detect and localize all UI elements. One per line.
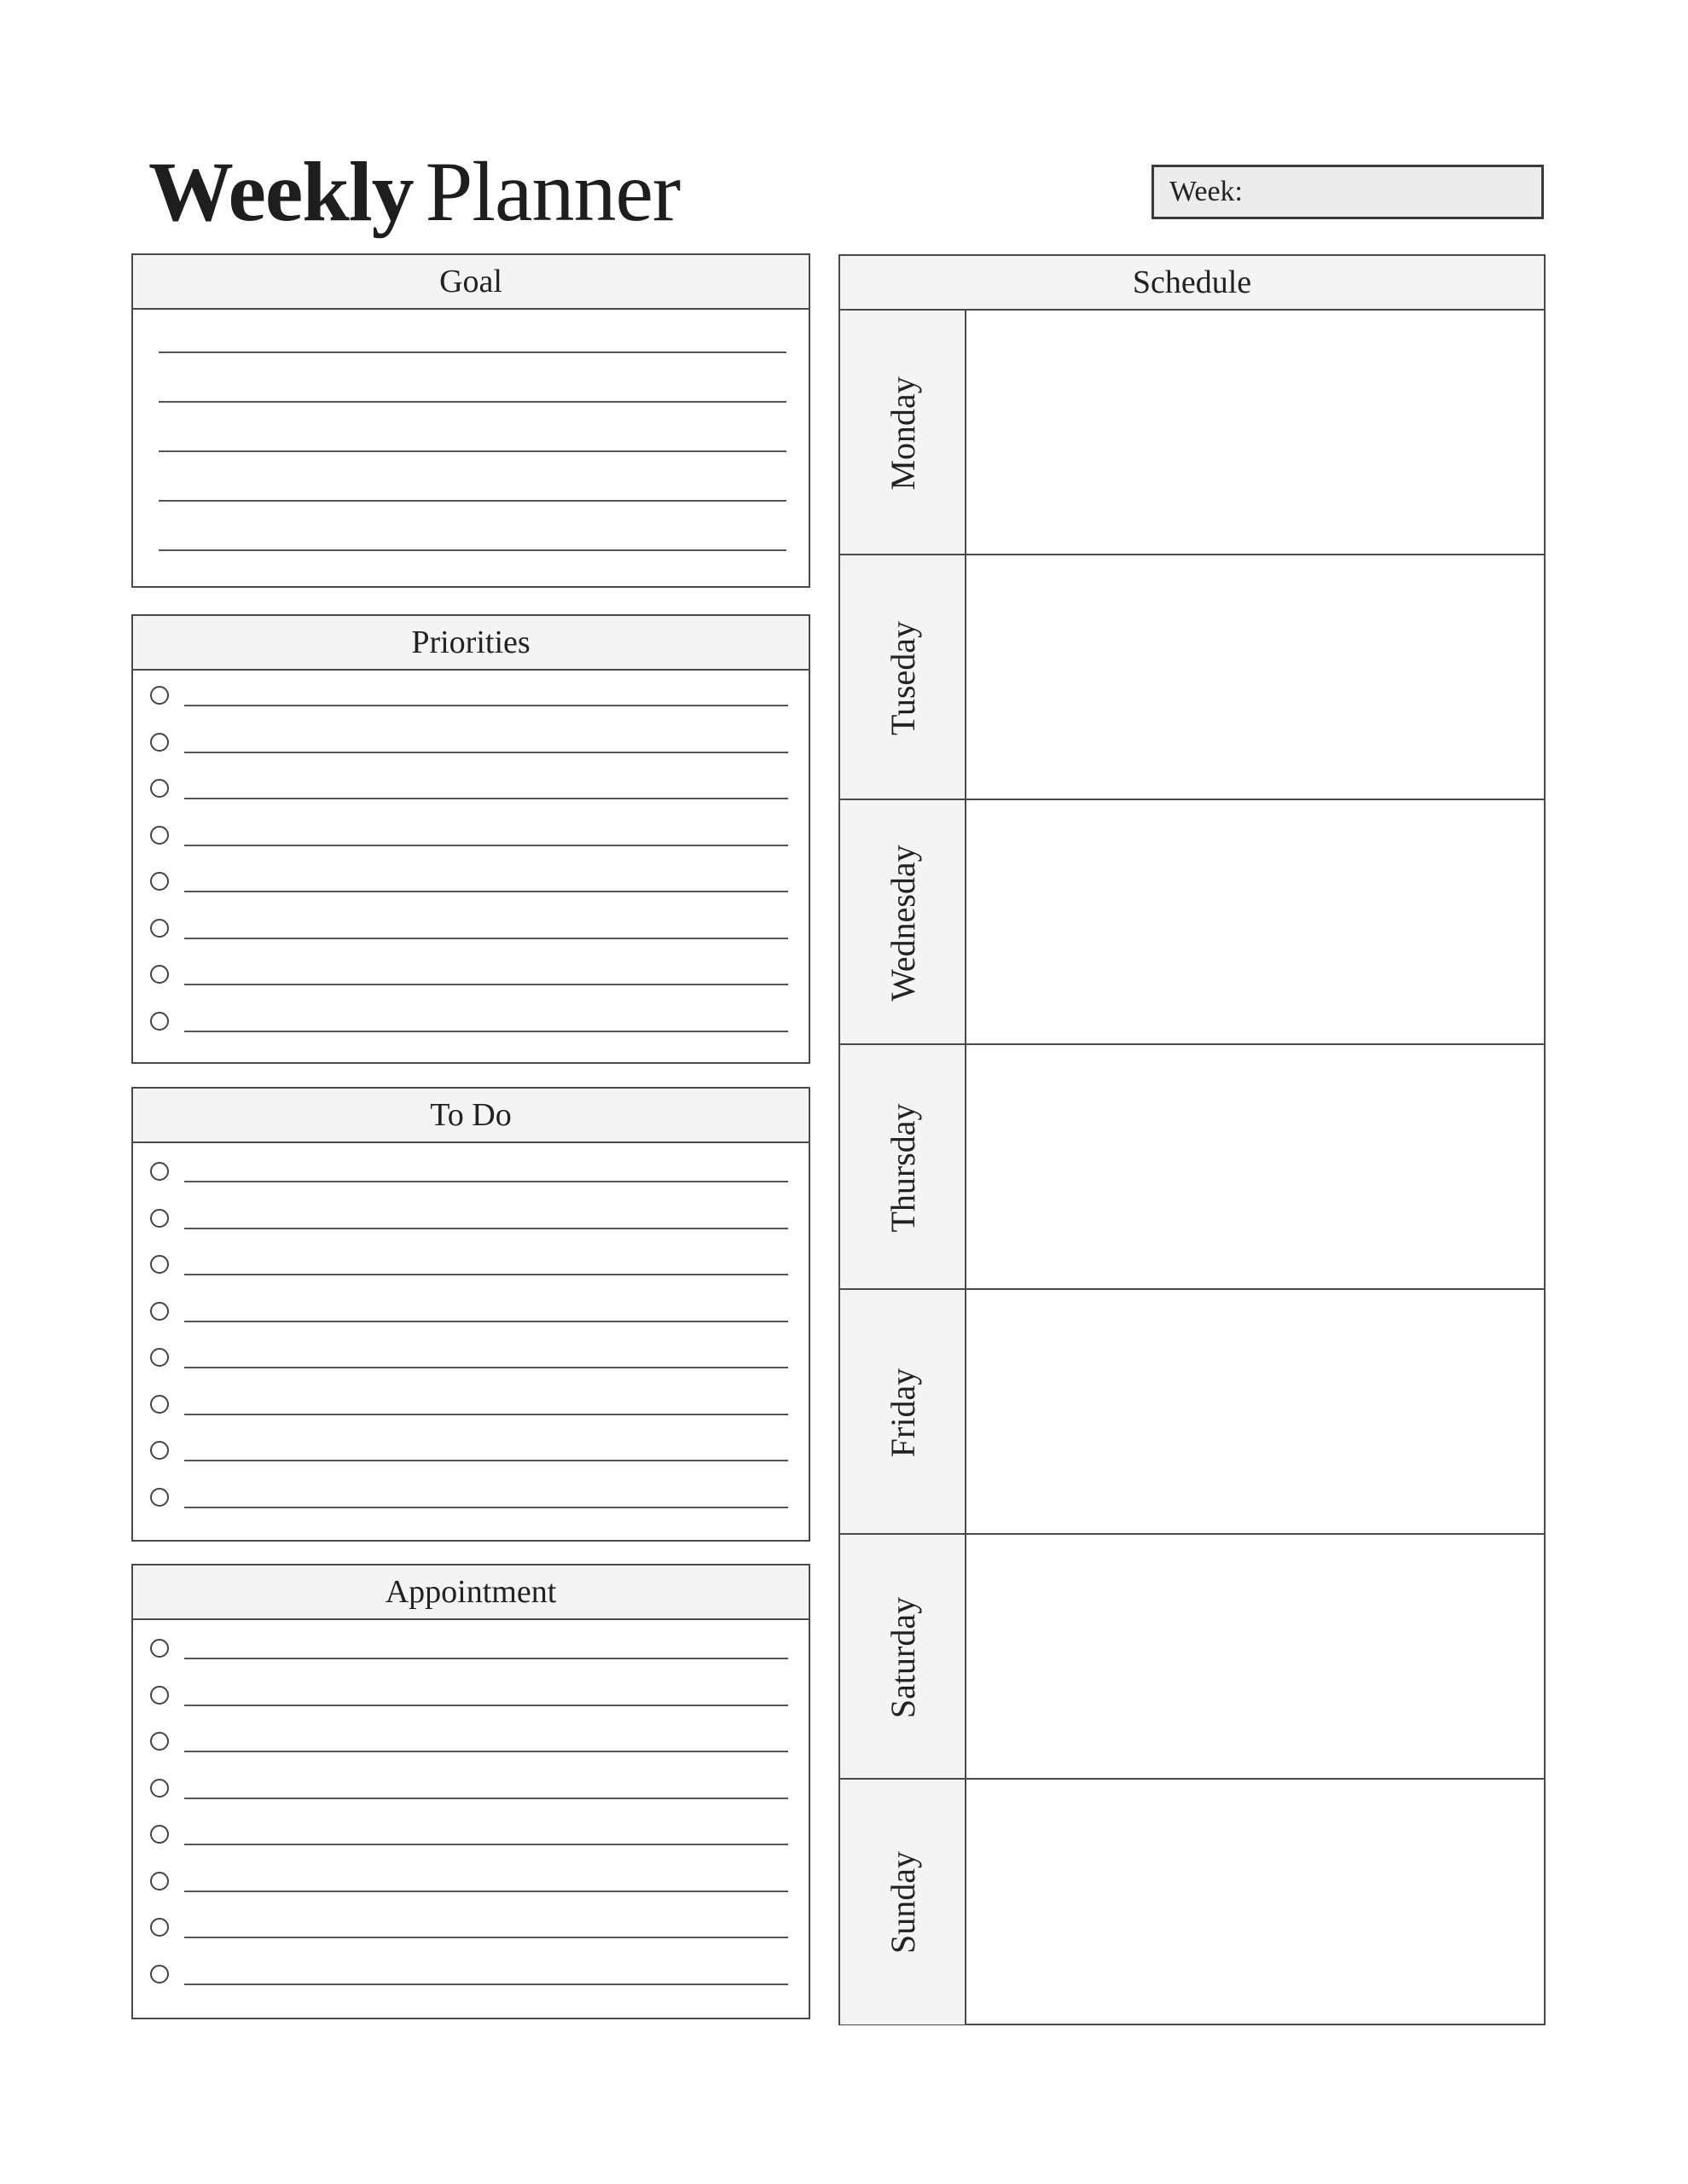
appointment-line[interactable] <box>184 1751 788 1752</box>
goal-line[interactable] <box>159 549 786 551</box>
priority-checkbox[interactable] <box>150 826 169 845</box>
appointment-checkbox[interactable] <box>150 1825 169 1844</box>
todo-line[interactable] <box>184 1460 788 1461</box>
day-label-cell <box>840 1535 966 1778</box>
priority-line[interactable] <box>184 1031 788 1032</box>
appointment-panel <box>131 1564 810 2019</box>
day-label-cell <box>840 1045 966 1288</box>
todo-line[interactable] <box>184 1274 788 1275</box>
priority-line[interactable] <box>184 752 788 753</box>
day-label-cell <box>840 555 966 799</box>
schedule-row-4 <box>840 1290 1544 1535</box>
goal-header: Goal <box>133 255 809 310</box>
todo-line[interactable] <box>184 1507 788 1508</box>
day-label: Sunday <box>884 1850 922 1954</box>
schedule-row-5 <box>840 1535 1544 1780</box>
day-label-cell <box>840 311 966 554</box>
priority-checkbox[interactable] <box>150 1012 169 1031</box>
schedule-row-1 <box>840 555 1544 800</box>
schedule-panel <box>838 254 1546 2025</box>
appointment-checkbox[interactable] <box>150 1779 169 1798</box>
goal-line[interactable] <box>159 500 786 502</box>
appointment-line[interactable] <box>184 1658 788 1659</box>
appointment-line[interactable] <box>184 1705 788 1706</box>
day-notes-area[interactable] <box>966 555 1544 799</box>
week-label: Week: <box>1169 176 1243 207</box>
week-field[interactable] <box>1151 165 1544 219</box>
appointment-line[interactable] <box>184 1984 788 1985</box>
priorities-header: Priorities <box>133 616 809 671</box>
day-label: Monday <box>884 375 922 491</box>
priority-line[interactable] <box>184 798 788 799</box>
day-notes-area[interactable] <box>966 1780 1544 2024</box>
day-notes-area[interactable] <box>966 1290 1544 1533</box>
day-label: Friday <box>884 1368 922 1457</box>
day-notes-area[interactable] <box>966 1045 1544 1288</box>
priority-checkbox[interactable] <box>150 919 169 938</box>
day-label-cell <box>840 1290 966 1533</box>
todo-checkbox[interactable] <box>150 1348 169 1367</box>
appointment-checkbox[interactable] <box>150 1872 169 1891</box>
title-weekly: Weekly <box>148 144 414 239</box>
schedule-row-2 <box>840 800 1544 1045</box>
goal-line[interactable] <box>159 351 786 353</box>
todo-checkbox[interactable] <box>150 1255 169 1274</box>
todo-checkbox[interactable] <box>150 1162 169 1181</box>
todo-header: To Do <box>133 1089 809 1143</box>
appointment-header: Appointment <box>133 1565 809 1620</box>
appointment-checkbox[interactable] <box>150 1965 169 1984</box>
day-label: Thursday <box>884 1102 922 1233</box>
todo-line[interactable] <box>184 1181 788 1182</box>
priorities-panel <box>131 614 810 1064</box>
schedule-header: Schedule <box>840 256 1544 311</box>
schedule-row-6 <box>840 1780 1544 2024</box>
appointment-line[interactable] <box>184 1937 788 1938</box>
appointment-line[interactable] <box>184 1798 788 1799</box>
todo-checkbox[interactable] <box>150 1302 169 1321</box>
goal-line[interactable] <box>159 450 786 452</box>
appointment-line[interactable] <box>184 1844 788 1845</box>
appointment-checkbox[interactable] <box>150 1918 169 1937</box>
day-label-cell <box>840 1780 966 2024</box>
priority-line[interactable] <box>184 984 788 985</box>
todo-line[interactable] <box>184 1414 788 1415</box>
priority-line[interactable] <box>184 891 788 892</box>
goal-panel <box>131 253 810 588</box>
todo-line[interactable] <box>184 1228 788 1229</box>
day-label-cell <box>840 800 966 1043</box>
todo-line[interactable] <box>184 1367 788 1368</box>
todo-checkbox[interactable] <box>150 1441 169 1460</box>
day-notes-area[interactable] <box>966 800 1544 1043</box>
appointment-checkbox[interactable] <box>150 1639 169 1658</box>
day-label: Saturday <box>884 1596 922 1718</box>
title-planner: Planner <box>425 144 681 239</box>
todo-checkbox[interactable] <box>150 1395 169 1414</box>
day-notes-area[interactable] <box>966 1535 1544 1778</box>
priority-checkbox[interactable] <box>150 965 169 984</box>
priority-line[interactable] <box>184 845 788 846</box>
appointment-checkbox[interactable] <box>150 1686 169 1705</box>
todo-panel <box>131 1087 810 1542</box>
day-label: Tuseday <box>884 620 922 735</box>
day-label: Wednesday <box>884 844 922 1002</box>
priority-checkbox[interactable] <box>150 686 169 705</box>
schedule-row-3 <box>840 1045 1544 1290</box>
goal-line[interactable] <box>159 401 786 403</box>
appointment-checkbox[interactable] <box>150 1732 169 1751</box>
priority-checkbox[interactable] <box>150 779 169 798</box>
appointment-line[interactable] <box>184 1891 788 1892</box>
day-notes-area[interactable] <box>966 311 1544 554</box>
page-title <box>148 136 680 247</box>
schedule-row-0 <box>840 311 1544 555</box>
priority-line[interactable] <box>184 705 788 706</box>
todo-line[interactable] <box>184 1321 788 1322</box>
priority-checkbox[interactable] <box>150 872 169 891</box>
todo-checkbox[interactable] <box>150 1209 169 1228</box>
priority-checkbox[interactable] <box>150 733 169 752</box>
todo-checkbox[interactable] <box>150 1488 169 1507</box>
priority-line[interactable] <box>184 938 788 939</box>
